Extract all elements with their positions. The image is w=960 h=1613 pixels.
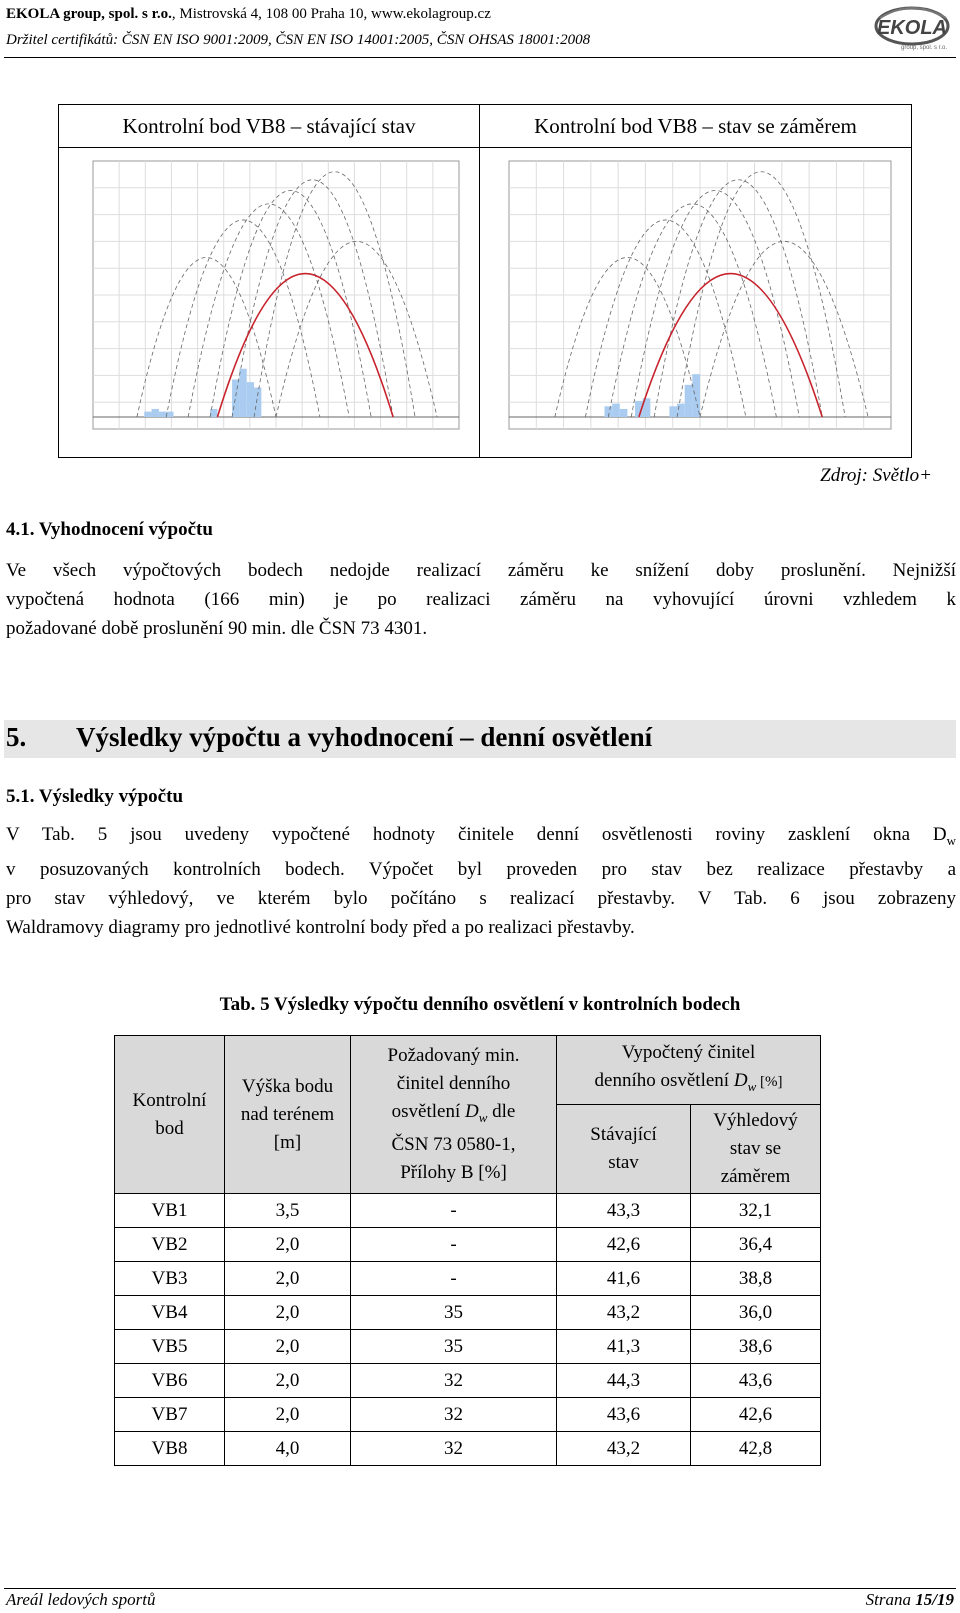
figure-source: Zdroj: Světlo+ xyxy=(820,465,932,486)
header-certificates: Držitel certifikátů: ČSN EN ISO 9001:2009, ČSN EN ISO 14001:2005, ČSN OHSAS 18001:2008 xyxy=(6,32,591,48)
cell-required: 32 xyxy=(351,1364,557,1398)
cell-point: VB1 xyxy=(115,1194,225,1228)
page-label: Strana xyxy=(865,1590,916,1609)
obstruction-bar xyxy=(232,379,239,417)
header-computed xyxy=(557,1036,821,1105)
obstruction-bar xyxy=(669,406,677,417)
header-divider xyxy=(4,57,956,58)
cell-future: 42,8 xyxy=(691,1432,821,1466)
cell-required: 35 xyxy=(351,1330,557,1364)
footer-page xyxy=(866,1590,954,1610)
cell-future: 43,6 xyxy=(691,1364,821,1398)
cell-current: 42,6 xyxy=(557,1228,691,1262)
section-5-1-heading: 5.1. Výsledky výpočtu xyxy=(6,786,184,807)
header-text: bod xyxy=(155,1117,184,1139)
obstruction-bar xyxy=(692,374,700,417)
table-row xyxy=(115,1330,821,1364)
paragraph-line: pro stav výhledový, ve kterém bylo počítáno s realizací přestavby. V Tab. 6 jsou zobrazeny xyxy=(6,887,956,909)
cell-height: 3,5 xyxy=(225,1194,351,1228)
obstruction-bar xyxy=(612,404,620,417)
paragraph-line: Ve všech výpočtových bodech nedojde realizací záměru ke snížení doby proslunění. Nejnižší xyxy=(6,560,956,581)
cell-point: VB5 xyxy=(115,1330,225,1364)
cell-future: 32,1 xyxy=(691,1194,821,1228)
cell-future: 38,6 xyxy=(691,1330,821,1364)
svg-text:EKOLA: EKOLA xyxy=(877,17,947,39)
obstruction-bar xyxy=(144,412,151,417)
results-table xyxy=(114,1035,821,1466)
table-caption: Tab. 5 Výsledky výpočtu denního osvětlení v kontrolních bodech xyxy=(219,994,741,1015)
page-number: 15/19 xyxy=(915,1590,954,1609)
header-subscript: w xyxy=(478,1109,488,1125)
cell-required: - xyxy=(351,1262,557,1296)
footer-divider xyxy=(4,1588,956,1589)
table-row xyxy=(115,1364,821,1398)
cell-height: 2,0 xyxy=(225,1262,351,1296)
obstruction-bar xyxy=(677,404,685,417)
header-d-letter: D xyxy=(733,1070,748,1092)
cell-height: 2,0 xyxy=(225,1296,351,1330)
header-text: denního osvětlení xyxy=(594,1070,734,1092)
obstruction-bar xyxy=(166,412,173,417)
header-future xyxy=(691,1105,821,1194)
table-row xyxy=(115,1262,821,1296)
cell-point: VB2 xyxy=(115,1228,225,1262)
cell-height: 2,0 xyxy=(225,1228,351,1262)
header-d-letter: D xyxy=(464,1100,479,1122)
cell-point: VB8 xyxy=(115,1432,225,1466)
cell-point: VB6 xyxy=(115,1364,225,1398)
header-text: stav xyxy=(608,1152,639,1173)
cell-current: 41,6 xyxy=(557,1262,691,1296)
header-height xyxy=(225,1036,351,1194)
header-subscript: w xyxy=(747,1078,757,1094)
cell-current: 41,3 xyxy=(557,1330,691,1364)
cell-point: VB3 xyxy=(115,1262,225,1296)
cell-current: 43,2 xyxy=(557,1296,691,1330)
cell-current: 44,3 xyxy=(557,1364,691,1398)
cell-future: 38,8 xyxy=(691,1262,821,1296)
header-text: osvětlení xyxy=(391,1100,465,1122)
header-text: činitel denního xyxy=(396,1072,511,1094)
sunlight-diagram-planned xyxy=(489,153,899,447)
section-4-1-paragraph xyxy=(6,556,956,643)
section-5-1-paragraph xyxy=(6,820,956,942)
cell-current: 43,2 xyxy=(557,1432,691,1466)
paragraph-line: Waldramovy diagramy pro jednotlivé kontrolní body před a po realizaci přestavby. xyxy=(6,916,635,938)
cell-future: 36,4 xyxy=(691,1228,821,1262)
paragraph-line xyxy=(6,820,956,855)
cell-required: 35 xyxy=(351,1296,557,1330)
cell-point: VB7 xyxy=(115,1398,225,1432)
company-address: , Mistrovská 4, 108 00 Praha 10, www.ekolagroup.cz xyxy=(171,6,491,22)
company-name: EKOLA group, spol. s r.o. xyxy=(6,6,172,22)
cell-height: 2,0 xyxy=(225,1330,351,1364)
header-text: Výška bodu xyxy=(241,1075,334,1097)
cell-height: 2,0 xyxy=(225,1364,351,1398)
cell-required: - xyxy=(351,1228,557,1262)
obstruction-bar xyxy=(685,385,693,417)
header-point xyxy=(115,1036,225,1194)
company-logo xyxy=(872,4,954,52)
header-text: Vypočtený činitel xyxy=(621,1042,756,1064)
cell-future: 42,6 xyxy=(691,1398,821,1432)
table-row xyxy=(115,1296,821,1330)
table-row xyxy=(115,1228,821,1262)
paragraph-line: v posuzovaných kontrolních bodech. Výpočet byl proveden pro stav bez realizace přestavby a xyxy=(6,858,956,880)
header-text: Požadovaný min. xyxy=(387,1044,520,1066)
paragraph-line: vypočtená hodnota (166 min) je po realizaci záměru na vyhovující úrovni vzhledem k xyxy=(6,589,956,610)
header-company-line xyxy=(6,6,491,23)
obstruction-bar xyxy=(210,409,217,417)
header-text: [m] xyxy=(273,1131,302,1153)
cell-current: 43,6 xyxy=(557,1398,691,1432)
right-figure-heading: Kontrolní bod VB8 – stav se záměrem xyxy=(480,105,911,148)
obstruction-bar xyxy=(247,382,254,417)
obstruction-bar xyxy=(620,409,628,417)
cell-current: 43,3 xyxy=(557,1194,691,1228)
footer-project: Areál ledových sportů xyxy=(6,1590,156,1609)
section-5-heading xyxy=(6,722,652,753)
figure-column-divider xyxy=(479,105,480,457)
cell-point: VB4 xyxy=(115,1296,225,1330)
obstruction-bar xyxy=(152,409,159,417)
obstruction-bar xyxy=(254,388,261,417)
svg-text:group, spol. s r.o.: group, spol. s r.o. xyxy=(900,45,948,51)
subscript-w: w xyxy=(946,832,956,848)
header-required xyxy=(351,1036,557,1194)
cell-height: 4,0 xyxy=(225,1432,351,1466)
paragraph-line: požadované době proslunění 90 min. dle ČSN 73 4301. xyxy=(6,618,428,639)
table-row xyxy=(115,1398,821,1432)
header-text: nad terénem xyxy=(240,1103,335,1125)
paragraph-line-text: V Tab. 5 jsou uvedeny vypočtené hodnoty činitele denní osvětlenosti roviny zasklení okna D xyxy=(6,824,947,845)
header-text: [%] xyxy=(756,1074,783,1091)
section-4-1-heading: 4.1. Vyhodnocení výpočtu xyxy=(6,519,213,540)
sunlight-diagram-current xyxy=(73,153,467,447)
header-text: dle xyxy=(487,1100,516,1122)
header-text: stav se xyxy=(729,1138,782,1159)
left-figure-heading: Kontrolní bod VB8 – stávající stav xyxy=(59,105,479,148)
header-text: Kontrolní xyxy=(132,1089,207,1111)
table-row xyxy=(115,1432,821,1466)
cell-required: - xyxy=(351,1194,557,1228)
header-current xyxy=(557,1105,691,1194)
header-text: ČSN 73 0580-1, xyxy=(391,1134,516,1156)
figure-table xyxy=(58,104,912,458)
header-text: Výhledový xyxy=(713,1110,798,1131)
section-5-title: Výsledky výpočtu a vyhodnocení – denní osvětlení xyxy=(76,722,653,752)
header-text: Stávající xyxy=(590,1124,657,1145)
cell-future: 36,0 xyxy=(691,1296,821,1330)
header-text: záměrem xyxy=(720,1166,791,1187)
cell-required: 32 xyxy=(351,1432,557,1466)
cell-required: 32 xyxy=(351,1398,557,1432)
obstruction-bar xyxy=(159,412,166,417)
table-row xyxy=(115,1194,821,1228)
cell-height: 2,0 xyxy=(225,1398,351,1432)
section-5-number: 5. xyxy=(6,722,27,752)
obstruction-bar xyxy=(239,369,246,417)
header-text: Přílohy B [%] xyxy=(400,1162,507,1184)
